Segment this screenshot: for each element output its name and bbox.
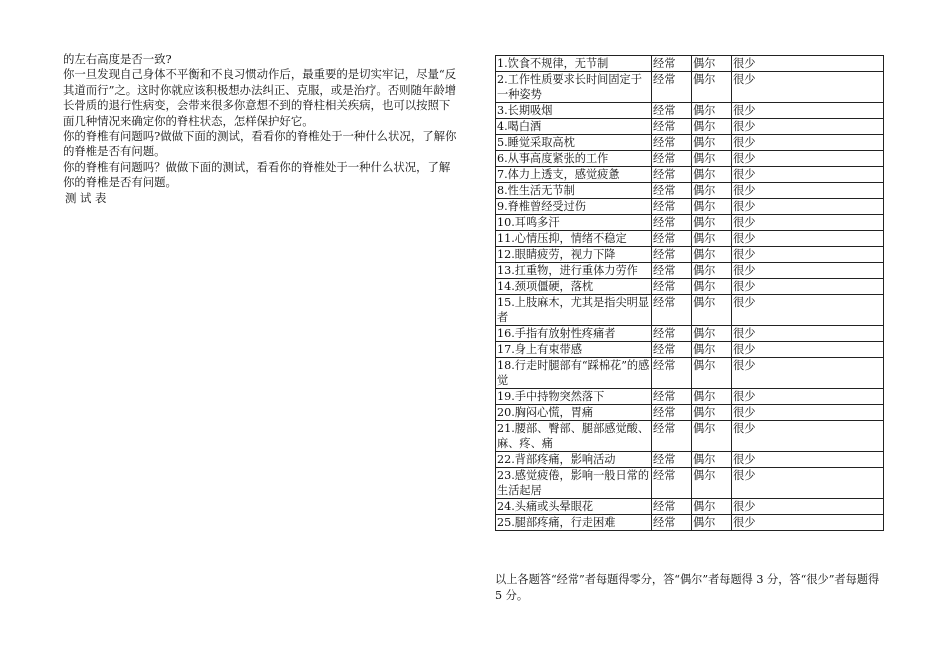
answer-often-cell: 经常 xyxy=(652,199,692,215)
survey-item-cell: 5.睡觉采取高枕 xyxy=(496,135,652,151)
answer-sometimes-cell: 偶尔 xyxy=(692,215,732,231)
answer-rarely-cell: 很少 xyxy=(732,515,884,531)
answer-sometimes-cell: 偶尔 xyxy=(692,326,732,342)
answer-often-cell: 经常 xyxy=(652,342,692,358)
survey-item-cell: 18.行走时腿部有“踩棉花”的感觉 xyxy=(496,358,652,389)
answer-often-cell: 经常 xyxy=(652,515,692,531)
survey-row xyxy=(496,119,884,135)
answer-sometimes-cell: 偶尔 xyxy=(692,499,732,515)
answer-rarely-cell: 很少 xyxy=(732,199,884,215)
answer-sometimes-cell: 偶尔 xyxy=(692,358,732,389)
answer-rarely-cell: 很少 xyxy=(732,342,884,358)
survey-item-cell: 24.头痛或头晕眼花 xyxy=(496,499,652,515)
answer-often-cell: 经常 xyxy=(652,389,692,405)
answer-rarely-cell: 很少 xyxy=(732,247,884,263)
answer-often-cell: 经常 xyxy=(652,56,692,72)
answer-rarely-cell: 很少 xyxy=(732,389,884,405)
answer-rarely-cell: 很少 xyxy=(732,135,884,151)
answer-often-cell: 经常 xyxy=(652,263,692,279)
survey-item-cell: 15.上肢麻木，尤其是指尖明显者 xyxy=(496,295,652,326)
survey-item-cell: 22.背部疼痛，影响活动 xyxy=(496,452,652,468)
answer-rarely-cell: 很少 xyxy=(732,151,884,167)
survey-item-cell: 1.饮食不规律，无节制 xyxy=(496,56,652,72)
survey-row xyxy=(496,263,884,279)
answer-often-cell: 经常 xyxy=(652,167,692,183)
survey-row xyxy=(496,151,884,167)
answer-sometimes-cell: 偶尔 xyxy=(692,342,732,358)
answer-often-cell: 经常 xyxy=(652,326,692,342)
survey-row xyxy=(496,389,884,405)
survey-row xyxy=(496,295,884,326)
survey-item-cell: 8.性生活无节制 xyxy=(496,183,652,199)
survey-item-cell: 20.胸闷心慌，胃痛 xyxy=(496,405,652,421)
answer-sometimes-cell: 偶尔 xyxy=(692,103,732,119)
survey-row xyxy=(496,103,884,119)
survey-row xyxy=(496,421,884,452)
answer-rarely-cell: 很少 xyxy=(732,56,884,72)
survey-row xyxy=(496,342,884,358)
survey-row xyxy=(496,135,884,151)
answer-often-cell: 经常 xyxy=(652,358,692,389)
answer-rarely-cell: 很少 xyxy=(732,263,884,279)
answer-sometimes-cell: 偶尔 xyxy=(692,247,732,263)
answer-sometimes-cell: 偶尔 xyxy=(692,452,732,468)
answer-sometimes-cell: 偶尔 xyxy=(692,231,732,247)
answer-sometimes-cell: 偶尔 xyxy=(692,199,732,215)
answer-rarely-cell: 很少 xyxy=(732,468,884,499)
answer-often-cell: 经常 xyxy=(652,183,692,199)
answer-often-cell: 经常 xyxy=(652,452,692,468)
answer-sometimes-cell: 偶尔 xyxy=(692,151,732,167)
answer-often-cell: 经常 xyxy=(652,499,692,515)
survey-item-cell: 21.腰部、臀部、腿部感觉酸、麻、疼、痛 xyxy=(496,421,652,452)
answer-sometimes-cell: 偶尔 xyxy=(692,421,732,452)
answer-rarely-cell: 很少 xyxy=(732,167,884,183)
survey-item-cell: 10.耳鸣多汗 xyxy=(496,215,652,231)
answer-often-cell: 经常 xyxy=(652,405,692,421)
answer-often-cell: 经常 xyxy=(652,151,692,167)
answer-sometimes-cell: 偶尔 xyxy=(692,515,732,531)
survey-row xyxy=(496,358,884,389)
answer-sometimes-cell: 偶尔 xyxy=(692,183,732,199)
survey-row xyxy=(496,279,884,295)
survey-row xyxy=(496,326,884,342)
answer-often-cell: 经常 xyxy=(652,103,692,119)
answer-often-cell: 经常 xyxy=(652,119,692,135)
survey-item-cell: 13.扛重物，进行重体力劳作 xyxy=(496,263,652,279)
answer-sometimes-cell: 偶尔 xyxy=(692,56,732,72)
answer-rarely-cell: 很少 xyxy=(732,326,884,342)
survey-item-cell: 25.腿部疼痛，行走困难 xyxy=(496,515,652,531)
answer-rarely-cell: 很少 xyxy=(732,405,884,421)
answer-rarely-cell: 很少 xyxy=(732,72,884,103)
survey-row xyxy=(496,199,884,215)
survey-item-cell: 2.工作性质要求长时间固定于一种姿势 xyxy=(496,72,652,103)
survey-item-cell: 17.身上有束带感 xyxy=(496,342,652,358)
answer-rarely-cell: 很少 xyxy=(732,231,884,247)
survey-item-cell: 6.从事高度紧张的工作 xyxy=(496,151,652,167)
answer-often-cell: 经常 xyxy=(652,231,692,247)
survey-item-cell: 16.手指有放射性疼痛者 xyxy=(496,326,652,342)
survey-row xyxy=(496,247,884,263)
answer-sometimes-cell: 偶尔 xyxy=(692,119,732,135)
answer-often-cell: 经常 xyxy=(652,295,692,326)
intro-paragraph-test-prompt: 你的脊椎有问题吗?做做下面的测试，看看你的脊椎处于一种什么状况，了解你的脊椎是否有问题。 xyxy=(63,129,457,159)
answer-rarely-cell: 很少 xyxy=(732,119,884,135)
answer-sometimes-cell: 偶尔 xyxy=(692,389,732,405)
answer-sometimes-cell: 偶尔 xyxy=(692,295,732,326)
answer-often-cell: 经常 xyxy=(652,421,692,452)
answer-often-cell: 经常 xyxy=(652,247,692,263)
answer-sometimes-cell: 偶尔 xyxy=(692,167,732,183)
answer-sometimes-cell: 偶尔 xyxy=(692,405,732,421)
survey-item-cell: 4.喝白酒 xyxy=(496,119,652,135)
intro-paragraph-test-prompt-repeat: 你的脊椎有问题吗？做做下面的测试，看看你的脊椎处于一种什么状况，了解你的脊椎是否有问题。 xyxy=(63,159,451,190)
survey-row xyxy=(496,499,884,515)
scoring-note: 以上各题答“经常”者每题得零分，答“偶尔”者每题得 3 分，答“很少”者每题得 5 分。 xyxy=(495,573,880,602)
answer-sometimes-cell: 偶尔 xyxy=(692,279,732,295)
answer-often-cell: 经常 xyxy=(652,279,692,295)
answer-rarely-cell: 很少 xyxy=(732,183,884,199)
survey-row xyxy=(496,167,884,183)
survey-item-cell: 19.手中持物突然落下 xyxy=(496,389,652,405)
survey-row xyxy=(496,215,884,231)
answer-rarely-cell: 很少 xyxy=(732,279,884,295)
answer-sometimes-cell: 偶尔 xyxy=(692,72,732,103)
answer-rarely-cell: 很少 xyxy=(732,295,884,326)
spine-survey-table-container xyxy=(495,55,883,531)
survey-row xyxy=(496,515,884,531)
answer-sometimes-cell: 偶尔 xyxy=(692,468,732,499)
answer-rarely-cell: 很少 xyxy=(732,499,884,515)
answer-often-cell: 经常 xyxy=(652,468,692,499)
survey-item-cell: 3.长期吸烟 xyxy=(496,103,652,119)
survey-row xyxy=(496,468,884,499)
intro-paragraph-advice: 你一旦发现自己身体不平衡和不良习惯动作后，最重要的是切实牢记，尽量“反其道而行”之。这时你就应该积极想办法纠正、克服，或是治疗。否则随年龄增长骨质的退行性病变，会带来很多你意想不到的脊柱相关疾病，也可以按照下面几种情况来确定你的脊柱状态，怎样保护好它。 xyxy=(63,67,457,128)
answer-sometimes-cell: 偶尔 xyxy=(692,263,732,279)
survey-row xyxy=(496,452,884,468)
answer-often-cell: 经常 xyxy=(652,72,692,103)
survey-row xyxy=(496,72,884,103)
answer-sometimes-cell: 偶尔 xyxy=(692,135,732,151)
survey-item-cell: 7.体力上透支，感觉疲惫 xyxy=(496,167,652,183)
survey-row xyxy=(496,231,884,247)
answer-rarely-cell: 很少 xyxy=(732,421,884,452)
survey-row xyxy=(496,56,884,72)
answer-often-cell: 经常 xyxy=(652,215,692,231)
intro-line-height-question: 的左右高度是否一致? xyxy=(63,52,172,66)
spine-survey-table xyxy=(495,55,884,531)
answer-rarely-cell: 很少 xyxy=(732,358,884,389)
intro-text-column xyxy=(63,52,458,206)
survey-row xyxy=(496,183,884,199)
survey-item-cell: 14.颈项僵硬，落枕 xyxy=(496,279,652,295)
answer-rarely-cell: 很少 xyxy=(732,452,884,468)
answer-often-cell: 经常 xyxy=(652,135,692,151)
test-table-title: 测 试 表 xyxy=(65,190,107,205)
survey-row xyxy=(496,405,884,421)
survey-item-cell: 9.脊椎曾经受过伤 xyxy=(496,199,652,215)
survey-item-cell: 23.感觉疲倦，影响一般日常的生活起居 xyxy=(496,468,652,499)
answer-rarely-cell: 很少 xyxy=(732,215,884,231)
survey-item-cell: 12.眼睛疲劳，视力下降 xyxy=(496,247,652,263)
survey-table-body xyxy=(496,56,884,531)
survey-item-cell: 11.心情压抑，情绪不稳定 xyxy=(496,231,652,247)
answer-rarely-cell: 很少 xyxy=(732,103,884,119)
